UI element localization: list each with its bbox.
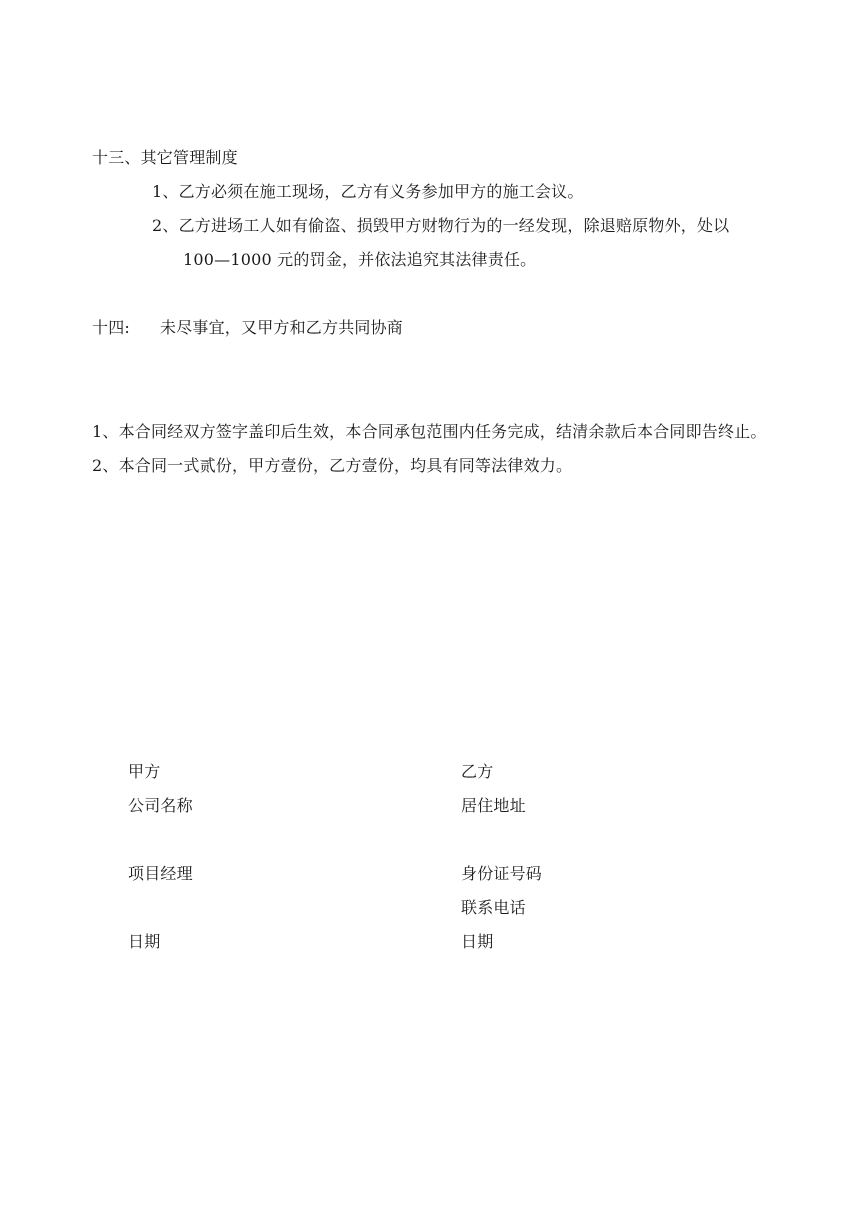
party-b-phone-label: 联系电话: [461, 898, 526, 917]
party-b-date-label: 日期: [461, 932, 494, 951]
section-13-item-2: 2、乙方进场工人如有偷盗、损毁甲方财物行为的一经发现，除退赔原物外，处以: [152, 216, 730, 235]
section-13-item-1: 1、乙方必须在施工现场，乙方有义务参加甲方的施工会议。: [152, 182, 584, 201]
party-a-company-label: 公司名称: [128, 796, 193, 815]
party-b-address-label: 居住地址: [461, 796, 526, 815]
contract-term-1: 1、本合同经双方签字盖印后生效，本合同承包范围内任务完成，结清余款后本合同即告终止。: [92, 422, 767, 441]
section-13-heading: 十三、其它管理制度: [92, 148, 238, 167]
party-a-title: 甲方: [128, 762, 161, 781]
party-b-id-label: 身份证号码: [461, 864, 543, 883]
section-14-text: 未尽事宜，又甲方和乙方共同协商: [160, 318, 404, 337]
contract-term-2: 2、本合同一式贰份，甲方壹份，乙方壹份，均具有同等法律效力。: [92, 456, 573, 475]
section-14: [92, 318, 403, 338]
section-13-item-2-continued: 100—1000 元的罚金，并依法追究其法律责任。: [183, 250, 537, 269]
section-14-label: 十四:: [92, 318, 130, 337]
party-b-title: 乙方: [461, 762, 494, 781]
party-a-manager-label: 项目经理: [128, 864, 193, 883]
party-a-date-label: 日期: [128, 932, 161, 951]
